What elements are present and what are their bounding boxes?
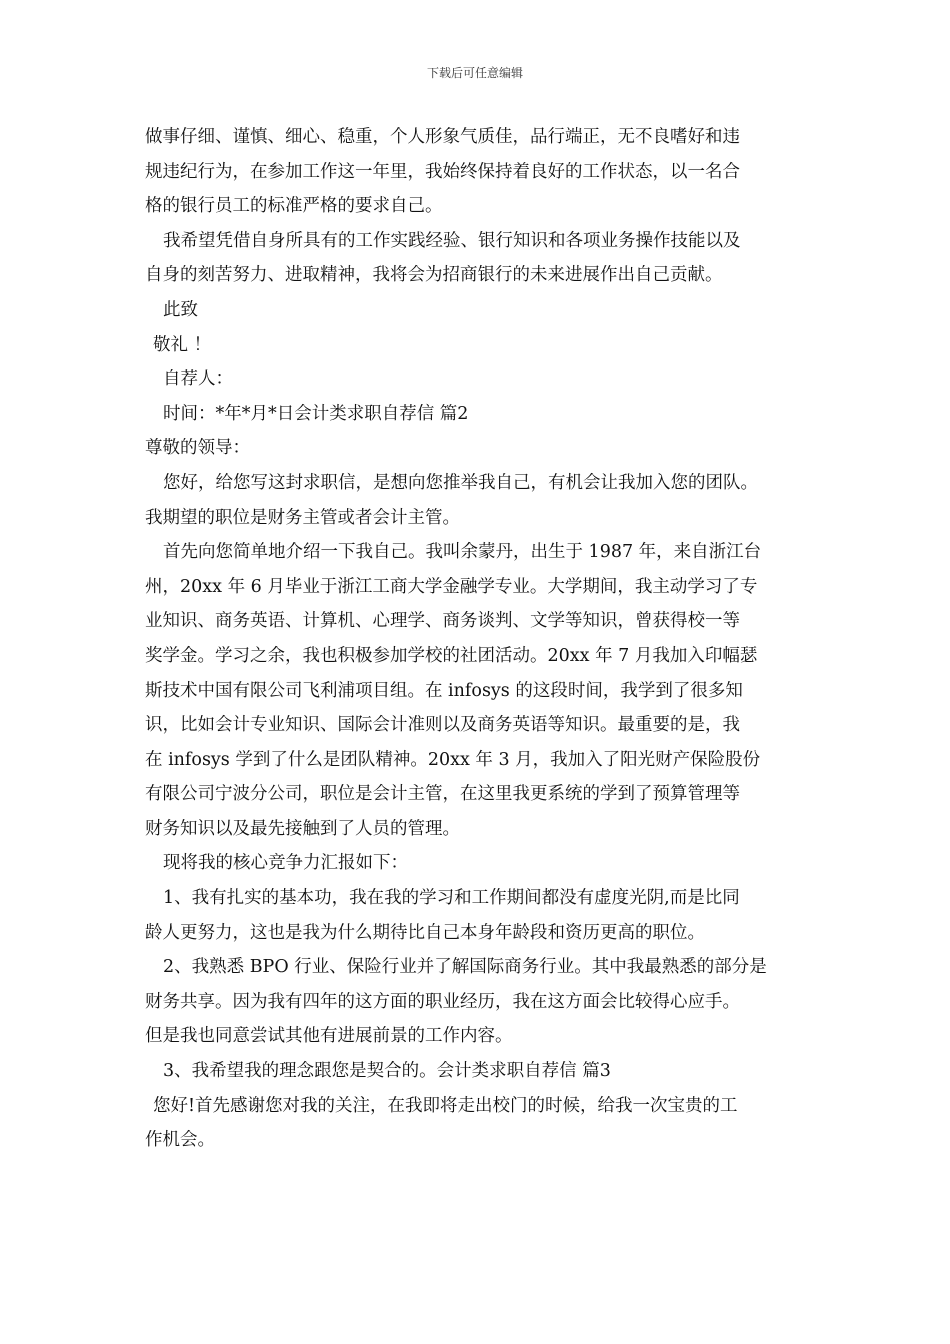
text-line: 格的银行员工的标准严格的要求自己。 (145, 196, 443, 217)
text-line: 时间：*年*月*日会计类求职自荐信 篇2 (163, 403, 469, 424)
text-line: 财务知识以及最先接触到了人员的管理。 (145, 818, 460, 839)
text-line: 您好!首先感谢您对我的关注，在我即将走出校门的时候，给我一次宝贵的工 (153, 1095, 738, 1116)
text-line: 龄人更努力，这也是我为什么期待比自己本身年龄段和资历更高的职位。 (145, 922, 705, 943)
text-line: 现将我的核心竞争力汇报如下： (163, 853, 408, 874)
text-line: 我期望的职位是财务主管或者会计主管。 (145, 507, 460, 528)
text-line: 识，比如会计专业知识、国际会计准则以及商务英语等知识。最重要的是，我 (145, 715, 740, 736)
text-line: 但是我也同意尝试其他有进展前景的工作内容。 (145, 1026, 513, 1047)
text-line: 3、我希望我的理念跟您是契合的。会计类求职自荐信 篇3 (163, 1061, 611, 1082)
text-line: 作机会。 (145, 1130, 215, 1151)
text-line: 财务共享。因为我有四年的这方面的职业经历，我在这方面会比较得心应手。 (145, 991, 740, 1012)
text-line: 奖学金。学习之余，我也积极参加学校的社团活动。20xx 年 7 月我加入印幅瑟 (145, 645, 758, 666)
text-line: 有限公司宁波分公司，职位是会计主管，在这里我更系统的学到了预算管理等 (145, 784, 740, 805)
text-line: 此致 (163, 299, 198, 320)
text-line: 在 infosys 学到了什么是团队精神。20xx 年 3 月，我加入了阳光财产保险股份 (145, 749, 761, 770)
text-line: 我希望凭借自身所具有的工作实践经验、银行知识和各项业务操作技能以及 (163, 230, 741, 251)
page-header: 下载后可任意编辑 (426, 66, 523, 80)
text-line: 自身的刻苦努力、进取精神，我将会为招商银行的未来进展作出自己贡献。 (145, 265, 723, 286)
text-line: 尊敬的领导： (145, 438, 250, 459)
text-line: 斯技术中国有限公司飞利浦项目组。在 infosys 的这段时间，我学到了很多知 (145, 680, 743, 701)
text-line: 1、我有扎实的基本功，我在我的学习和工作期间都没有虚度光阴,而是比同 (163, 888, 740, 909)
text-line: 敬礼 ！ (153, 334, 212, 355)
text-line: 首先向您简单地介绍一下我自己。我叫余蒙丹，出生于 1987 年，来自浙江台 (163, 542, 762, 563)
text-line: 做事仔细、谨慎、细心、稳重，个人形象气质佳，品行端正，无不良嗜好和违 (145, 127, 740, 147)
text-line: 2、我熟悉 BPO 行业、保险行业并了解国际商务行业。其中我最熟悉的部分是 (163, 957, 767, 978)
document-body (145, 120, 815, 1158)
text-line: 规违纪行为，在参加工作这一年里，我始终保持着良好的工作状态，以一名合 (145, 161, 740, 182)
text-line: 业知识、商务英语、计算机、心理学、商务谈判、文学等知识，曾获得校一等 (145, 611, 740, 632)
text-line: 州，20xx 年 6 月毕业于浙江工商大学金融学专业。大学期间，我主动学习了专 (145, 576, 758, 597)
text-line: 您好，给您写这封求职信，是想向您推举我自己，有机会让我加入您的团队。 (163, 472, 758, 493)
text-line: 自荐人： (163, 369, 233, 390)
